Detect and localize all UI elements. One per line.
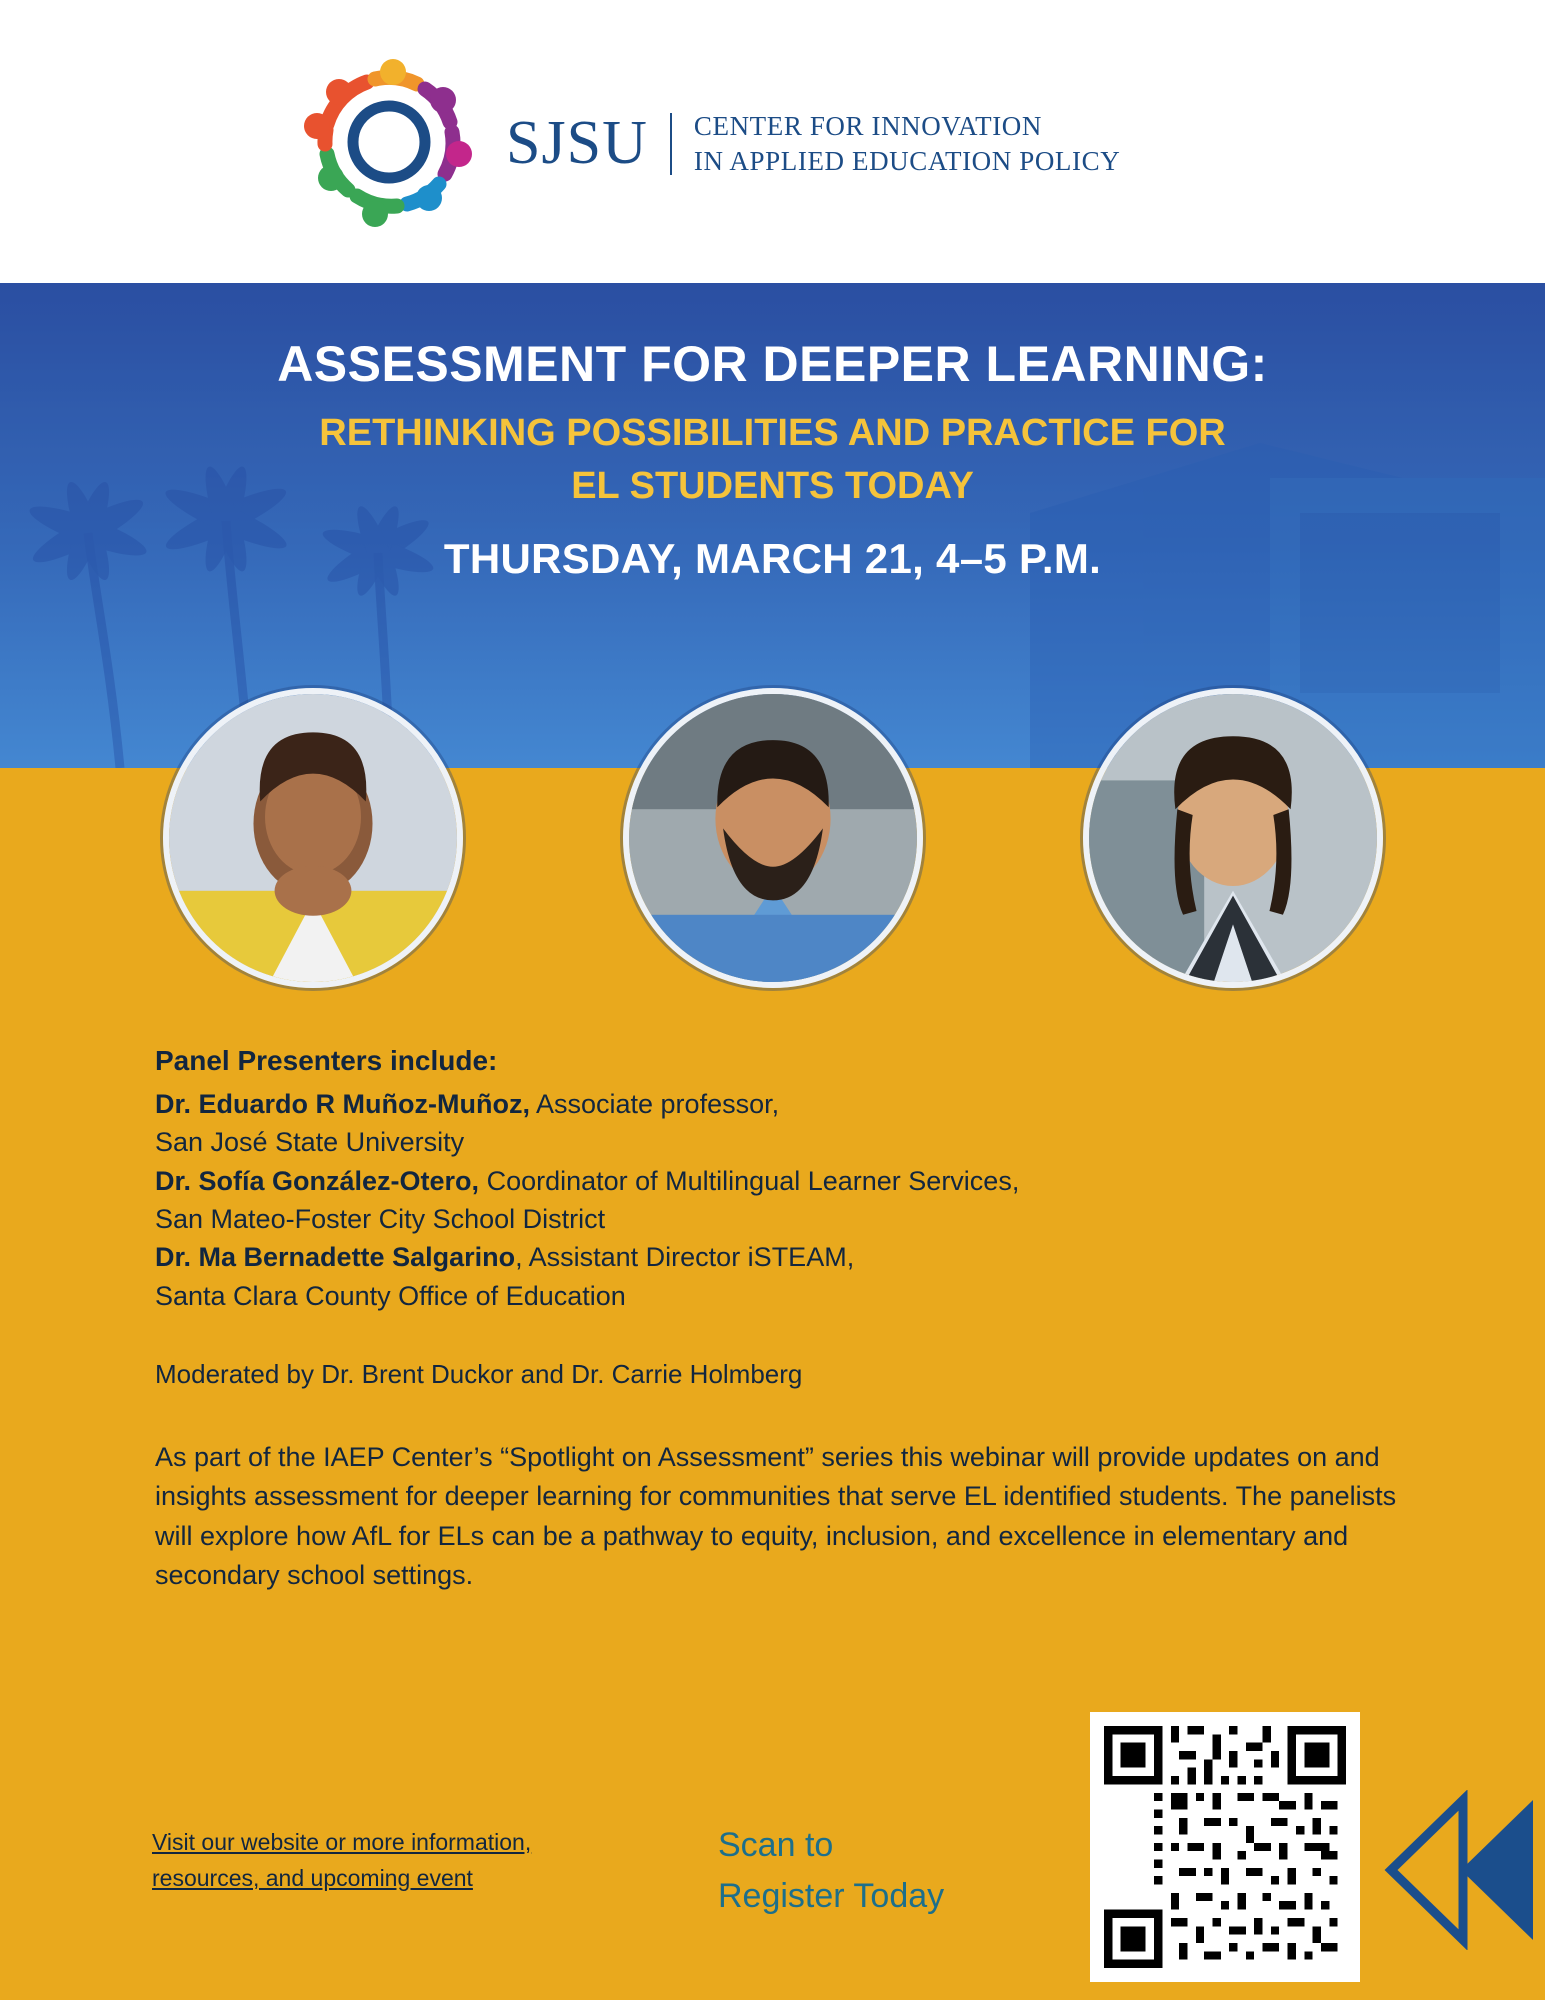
presenter-role: Coordinator of Multilingual Learner Services, — [479, 1165, 1020, 1196]
scan-to-register-label — [718, 1820, 944, 1922]
scan-line-1: Scan to — [718, 1826, 834, 1864]
presenter-role: Associate professor, — [529, 1089, 780, 1119]
subtitle-line-1: RETHINKING POSSIBILITIES AND PRACTICE FOR — [319, 412, 1226, 454]
header — [0, 0, 1545, 283]
portrait-presenter-1 — [163, 688, 463, 988]
qr-code[interactable] — [1090, 1712, 1360, 1982]
brand-name: SJSU — [506, 109, 648, 177]
website-link-line2[interactable]: resources, and upcoming event — [152, 1864, 473, 1891]
center-name-line1: CENTER FOR INNOVATION — [693, 110, 1042, 141]
presenter-name: Dr. Sofía González-Otero, — [155, 1165, 480, 1196]
presenter-affiliation: San Mateo-Foster City School District — [155, 1203, 606, 1234]
website-link-line1[interactable]: Visit our website or more information, — [152, 1829, 532, 1855]
logo-divider — [670, 113, 672, 175]
portrait-presenter-2 — [623, 688, 923, 988]
presenter-name: Dr. Eduardo R Muñoz-Muñoz, — [155, 1089, 530, 1119]
subtitle-line-2: EL STUDENTS TODAY — [571, 465, 974, 508]
presenter-entry — [155, 1085, 1420, 1162]
portrait-presenter-3 — [1083, 688, 1383, 988]
presenter-entry — [155, 1238, 1420, 1315]
presenter-name: Dr. Ma Bernadette Salgarino — [155, 1242, 516, 1273]
presenter-affiliation: San José State University — [155, 1127, 465, 1158]
moderator-line: Moderated by Dr. Brent Duckor and Dr. Carrie Holmberg — [155, 1358, 803, 1389]
hero-titles — [0, 283, 1545, 583]
center-name — [694, 109, 1120, 178]
body-content — [155, 1045, 1420, 1596]
page-title: ASSESSMENT FOR DEEPER LEARNING: — [277, 336, 1268, 392]
presenter-entry — [155, 1162, 1420, 1239]
presenter-affiliation: Santa Clara County Office of Education — [155, 1280, 626, 1311]
panel-heading: Panel Presenters include: — [155, 1045, 498, 1076]
logo-wordmark — [506, 108, 1120, 179]
event-date: THURSDAY, MARCH 21, 4–5 P.M. — [443, 534, 1102, 582]
presenter-portraits — [0, 688, 1545, 988]
double-chevron-left-icon — [1383, 1790, 1533, 1950]
scan-line-2: Register Today — [718, 1877, 945, 1915]
center-name-line2: IN APPLIED EDUCATION POLICY — [693, 145, 1121, 176]
website-link[interactable] — [152, 1825, 632, 1896]
event-description: As part of the IAEP Center’s “Spotlight on Assessment” series this webinar will provide updates on and insights assessment for deeper learning for communities that serve EL identified students. The panelists will explore how AfL for ELs can be a pathway to equity, inclusion, and excellence in elementary and secondary school settings. — [155, 1441, 1397, 1591]
presenter-role: , Assistant Director iSTEAM, — [515, 1242, 855, 1273]
sjsu-circle-people-logo-icon — [296, 47, 482, 237]
